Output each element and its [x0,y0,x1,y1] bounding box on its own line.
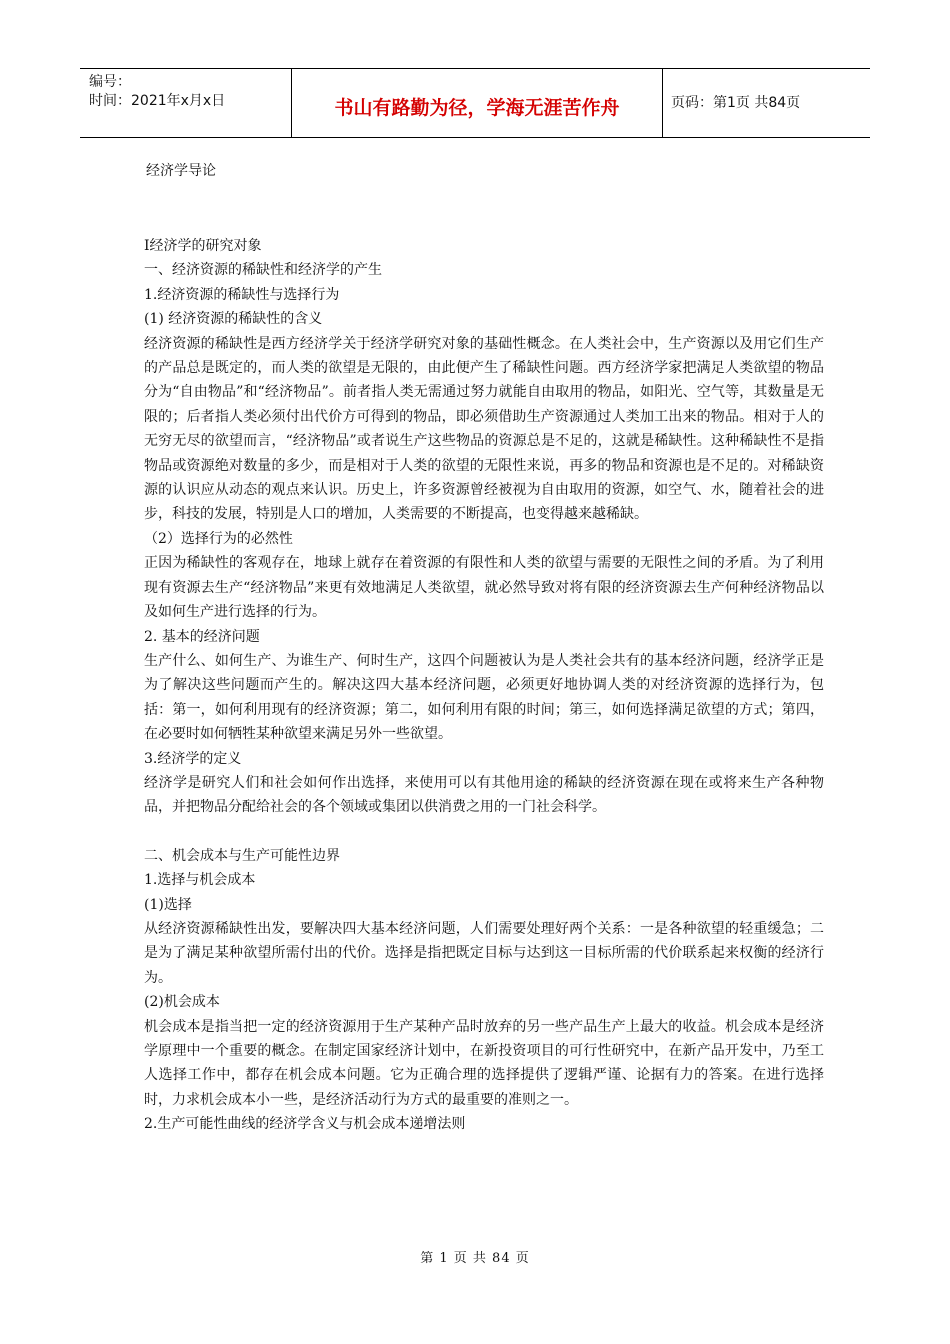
section-heading: 一、经济资源的稀缺性和经济学的产生 [144,262,382,279]
body-paragraph: 从经济资源稀缺性出发，要解决四大基本经济问题，人们需要处理好两个关系：一是各种欲望的轻重缓急；二是为了满足某种欲望所需付出的代价。选择是指把既定目标与达到这一目标所需的代价联系起来权衡的经济行为。 [144,920,824,986]
section-heading: Ⅰ经济学的研究对象 [144,238,262,254]
subsection-heading: 1.经济资源的稀缺性与选择行为 [144,286,340,303]
subsection-heading: (2)机会成本 [144,994,220,1011]
subsection-heading: 2.生产可能性曲线的经济学含义与机会成本递增法则 [144,1116,466,1133]
paragraph-gap [144,820,824,844]
page-header [80,68,870,138]
document-title: 经济学导论 [146,163,216,179]
document-body [144,234,824,1137]
subsection-heading: 1.选择与机会成本 [144,872,256,889]
header-time-label: 时间：2021年x月x日 [89,93,226,109]
subsection-heading: (1) 经济资源的稀缺性的含义 [144,311,323,328]
body-paragraph: 机会成本是指当把一定的经济资源用于生产某种产品时放弃的另一些产品生产上最大的收益。机会成本是经济学原理中一个重要的概念。在制定国家经济计划中，在新投资项目的可行性研究中，在新产品开发中，乃至工人选择工作中，都存在机会成本问题。它为正确合理的选择提供了逻辑严谨、论据有力的答案。在进行选择时，力求机会成本小一些，是经济活动行为方式的最重要的准则之一。 [144,1018,824,1108]
header-motto: 书山有路勤为径，学海无涯苦作舟 [292,69,663,137]
body-paragraph: 经济学是研究人们和社会如何作出选择，来使用可以有其他用途的稀缺的经济资源在现在或将来生产各种物品，并把物品分配给社会的各个领域或集团以供消费之用的一门社会科学。 [144,774,824,816]
body-paragraph: 经济资源的稀缺性是西方经济学关于经济学研究对象的基础性概念。在人类社会中，生产资源以及用它们生产的产品总是既定的，而人类的欲望是无限的，由此便产生了稀缺性问题。西方经济学家把满足人类欲望的物品分为“自由物品”和“经济物品”。前者指人类无需通过努力就能自由取用的物品，如阳光、空气等，其数量是无限的；后者指人类必须付出代价方可得到的物品，即必须借助生产资源通过人类加工出来的物品。相对于人的无穷无尽的欲望而言，“经济物品”或者说生产这些物品的资源总是不足的，这就是稀缺性。这种稀缺性不是指物品或资源绝对数量的多少，而是相对于人类的欲望的无限性来说，再多的物品和资源也是不足的。对稀缺资源的认识应从动态的观点来认识。历史上，许多资源曾经被视为自由取用的资源，如空气、水，随着社会的进步，科技的发展，特别是人口的增加，人类需要的不断提高，也变得越来越稀缺。 [144,335,824,523]
subsection-heading: 2. 基本的经济问题 [144,628,260,645]
header-number-label: 编号： [89,74,131,90]
subsection-heading: 3.经济学的定义 [144,750,242,767]
header-page-code: 页码：第1页 共84页 [671,94,801,111]
header-meta [80,69,292,137]
body-paragraph: 生产什么、如何生产、为谁生产、何时生产，这四个问题被认为是人类社会共有的基本经济问题，经济学正是为了解决这些问题而产生的。解决这四大基本经济问题，必须更好地协调人类的对经济资源的选择行为，包括：第一，如何利用现有的经济资源；第二，如何利用有限的时间；第三，如何选择满足欲望的方式；第四，在必要时如何牺牲某种欲望来满足另外一些欲望。 [144,652,824,743]
subsection-heading: （2）选择行为的必然性 [144,530,293,547]
body-paragraph: 正因为稀缺性的客观存在，地球上就存在着资源的有限性和人类的欲望与需要的无限性之间的矛盾。为了利用现有资源去生产“经济物品”来更有效地满足人类欲望，就必然导致对将有限的经济资源去生产何种经济物品以及如何生产进行选择的行为。 [144,555,824,621]
subsection-heading: (1)选择 [144,896,192,913]
page-footer: 第 1 页 共 84 页 [420,1251,530,1266]
section-heading: 二、机会成本与生产可能性边界 [144,847,340,864]
